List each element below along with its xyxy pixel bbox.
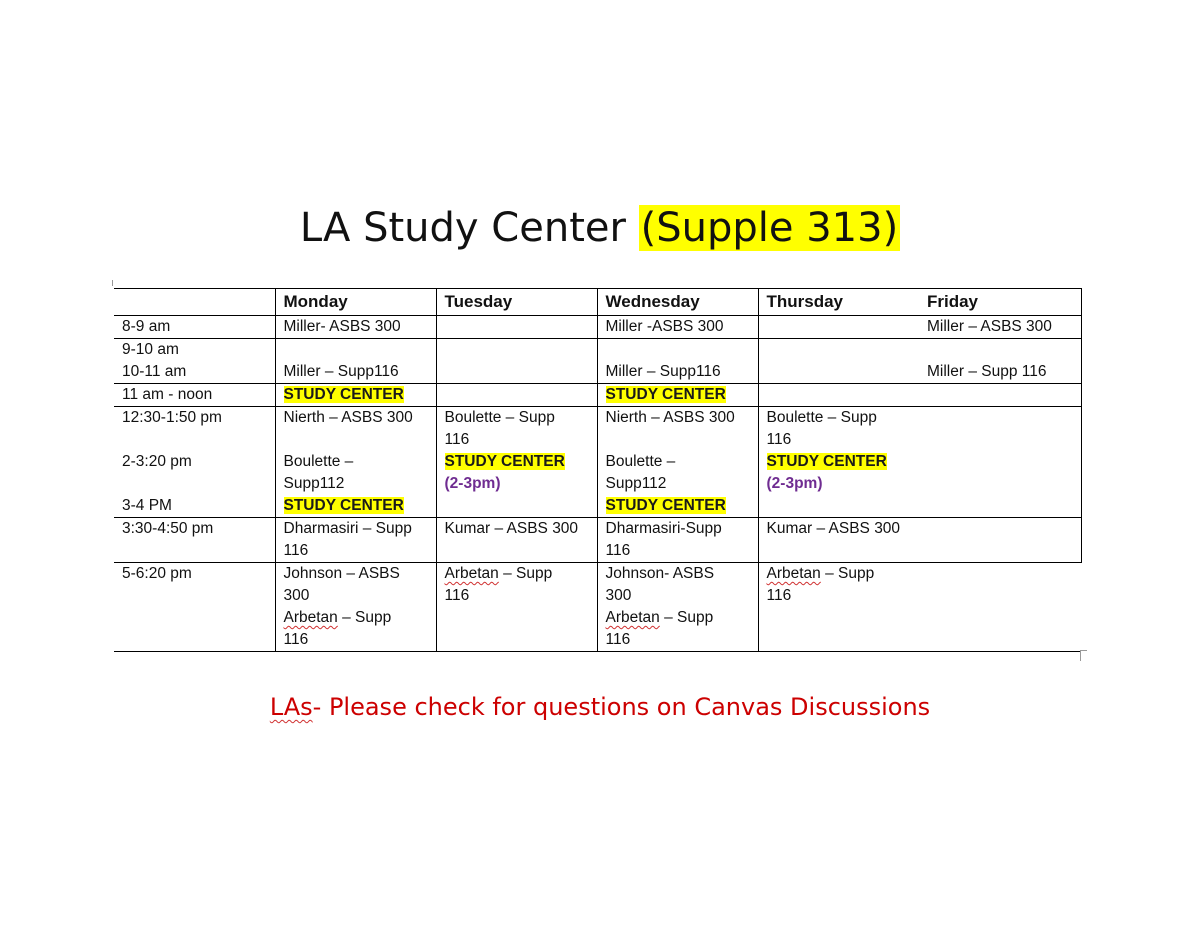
session-text: – Supp	[820, 565, 875, 582]
session-text: Boulette –	[605, 453, 676, 470]
session-text: 116	[283, 631, 309, 648]
header-tuesday: Tuesday	[436, 289, 597, 316]
header-friday: Friday	[919, 289, 1081, 316]
monday-cell	[275, 563, 436, 652]
session-text: – Supp	[498, 565, 553, 582]
study-center-badge: STUDY CENTER	[605, 386, 726, 403]
session-text: – Supp	[337, 609, 392, 626]
instructor-name: Arbetan	[283, 609, 338, 626]
thursday-cell	[758, 407, 919, 518]
session-text: 300	[605, 587, 632, 604]
tuesday-cell	[436, 339, 597, 384]
monday-cell	[275, 339, 436, 384]
session-text: Nierth – ASBS 300	[283, 409, 413, 426]
session-text: Nierth – ASBS 300	[605, 409, 735, 426]
time-label: 2-3:20 pm	[122, 453, 192, 470]
session-text: Supp112	[283, 475, 345, 492]
time-cell	[114, 407, 275, 518]
tuesday-cell: Kumar – ASBS 300	[436, 518, 597, 563]
friday-cell	[919, 563, 1081, 652]
time-cell: 11 am - noon	[114, 384, 275, 407]
monday-cell	[275, 407, 436, 518]
study-center-badge: STUDY CENTER	[283, 497, 404, 514]
tuesday-cell	[436, 384, 597, 407]
table-end-mark	[1080, 650, 1087, 661]
study-center-badge: STUDY CENTER	[283, 386, 404, 403]
study-center-badge: STUDY CENTER	[444, 453, 565, 470]
header-thursday: Thursday	[758, 289, 919, 316]
table-row	[114, 563, 1081, 652]
monday-cell	[275, 518, 436, 563]
session-text: Miller – Supp 116	[927, 363, 1047, 380]
wednesday-cell	[597, 563, 758, 652]
study-center-hours: (2-3pm)	[766, 475, 823, 492]
instructor-name: Arbetan	[444, 565, 499, 582]
session-text: Johnson – ASBS	[283, 565, 400, 582]
session-text: 116	[766, 431, 792, 448]
friday-cell	[919, 407, 1081, 518]
wednesday-cell	[597, 384, 758, 407]
session-text: Supp112	[605, 475, 667, 492]
tuesday-cell	[436, 316, 597, 339]
session-text: 116	[766, 587, 792, 604]
friday-cell: Miller – ASBS 300	[919, 316, 1081, 339]
footer-note	[0, 690, 1200, 724]
table-row	[114, 384, 1081, 407]
title-main: LA Study Center	[299, 205, 626, 251]
thursday-cell	[758, 316, 919, 339]
wednesday-cell	[597, 407, 758, 518]
header-corner	[114, 289, 275, 316]
session-text: – Supp	[659, 609, 714, 626]
study-center-badge: STUDY CENTER	[766, 453, 887, 470]
thursday-cell: Kumar – ASBS 300	[758, 518, 919, 563]
tuesday-cell	[436, 407, 597, 518]
session-text: 300	[283, 587, 310, 604]
table-row	[114, 316, 1081, 339]
friday-cell	[919, 384, 1081, 407]
session-text: Dharmasiri – Supp	[283, 520, 412, 537]
session-text: Boulette –	[283, 453, 354, 470]
tuesday-cell	[436, 563, 597, 652]
session-text: Miller – Supp116	[605, 363, 721, 380]
thursday-cell	[758, 339, 919, 384]
note-text: - Please check for questions on Canvas Discussions	[312, 693, 931, 721]
session-text: Johnson- ASBS	[605, 565, 715, 582]
time-cell: 3:30-4:50 pm	[114, 518, 275, 563]
time-label: 9-10 am	[122, 341, 179, 358]
time-cell	[114, 339, 275, 384]
header-row	[114, 289, 1081, 316]
time-cell: 8-9 am	[114, 316, 275, 339]
session-text: 116	[444, 431, 470, 448]
session-text: 116	[605, 542, 631, 559]
page-title	[0, 200, 1200, 256]
thursday-cell	[758, 384, 919, 407]
session-text: Boulette – Supp	[766, 409, 877, 426]
wednesday-cell	[597, 339, 758, 384]
friday-cell	[919, 339, 1081, 384]
header-monday: Monday	[275, 289, 436, 316]
session-text: 116	[283, 542, 309, 559]
study-center-hours: (2-3pm)	[444, 475, 501, 492]
header-wednesday: Wednesday	[597, 289, 758, 316]
instructor-name: Arbetan	[605, 609, 660, 626]
monday-cell	[275, 384, 436, 407]
schedule-table	[114, 288, 1082, 652]
time-label: 3-4 PM	[122, 497, 172, 514]
wednesday-cell	[597, 518, 758, 563]
time-cell: 5-6:20 pm	[114, 563, 275, 652]
table-row	[114, 407, 1081, 518]
thursday-cell	[758, 563, 919, 652]
note-prefix: LAs	[269, 693, 313, 721]
wednesday-cell: Miller -ASBS 300	[597, 316, 758, 339]
session-text: 116	[444, 587, 470, 604]
table-anchor-mark	[112, 280, 119, 286]
study-center-badge: STUDY CENTER	[605, 497, 726, 514]
table-row	[114, 339, 1081, 384]
friday-cell	[919, 518, 1081, 563]
monday-cell: Miller- ASBS 300	[275, 316, 436, 339]
session-text: Miller – Supp116	[283, 363, 399, 380]
title-location-highlight: (Supple 313)	[640, 205, 899, 251]
session-text: Dharmasiri-Supp	[605, 520, 722, 537]
session-text: Boulette – Supp	[444, 409, 555, 426]
time-label: 12:30-1:50 pm	[122, 409, 222, 426]
instructor-name: Arbetan	[766, 565, 821, 582]
time-label: 10-11 am	[122, 363, 187, 380]
table-row	[114, 518, 1081, 563]
session-text: 116	[605, 631, 631, 648]
